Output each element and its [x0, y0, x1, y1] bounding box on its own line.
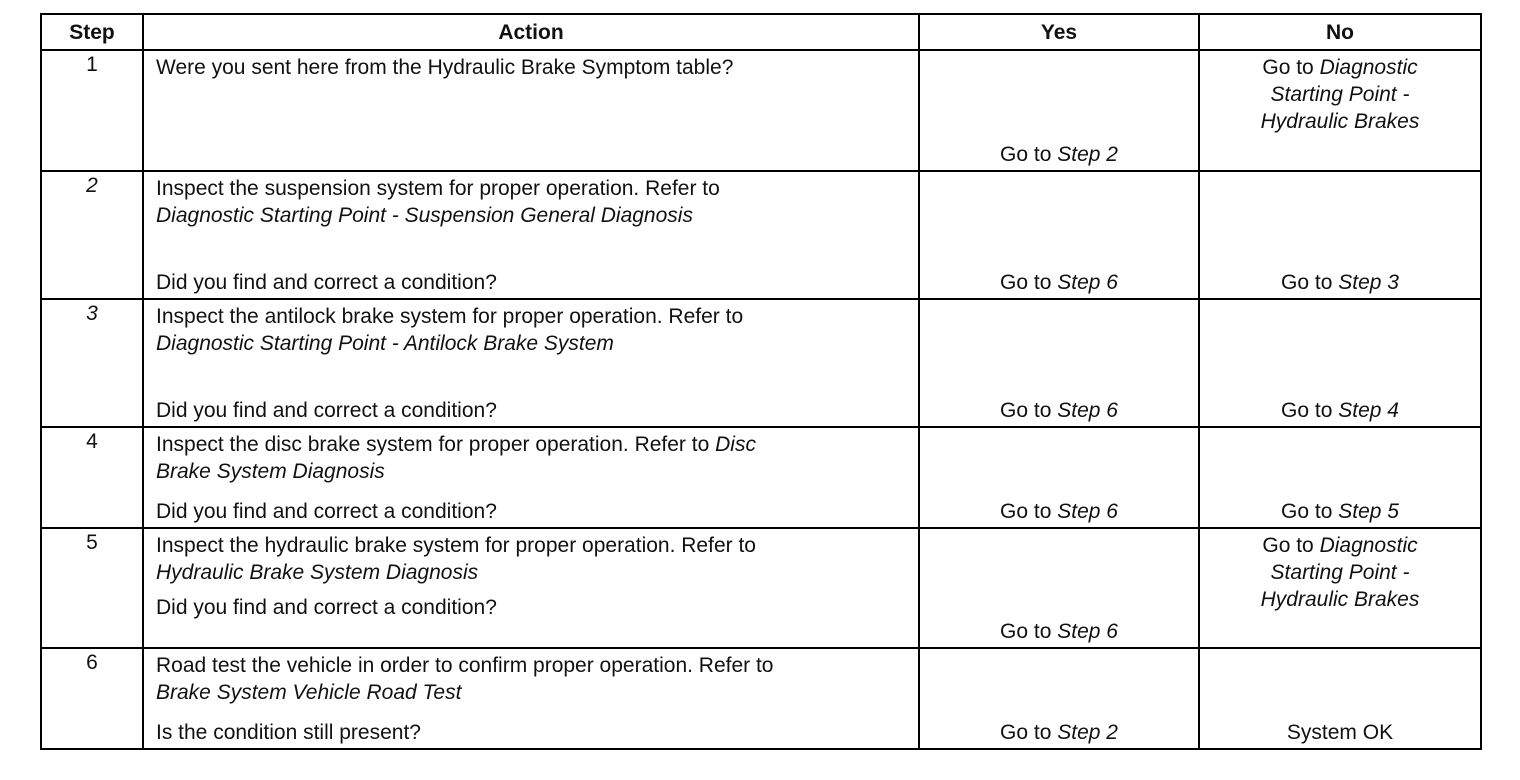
action-cell	[143, 528, 919, 648]
action-cell	[143, 648, 919, 749]
header-action: Action	[143, 14, 919, 50]
header-yes: Yes	[919, 14, 1199, 50]
step-number: 5	[41, 528, 143, 648]
header-row	[41, 14, 1481, 50]
yes-cell	[919, 648, 1199, 749]
action-ref: Diagnostic Starting Point - Suspension General Diagnosis	[156, 204, 693, 227]
yes-text: Go to Step 2	[1000, 721, 1118, 744]
table-row	[41, 171, 1481, 299]
action-cell	[143, 427, 919, 528]
yes-ref: Step 6	[1057, 620, 1118, 643]
action-text: Inspect the antilock brake system for proper operation. Refer to	[156, 305, 744, 328]
no-text: System OK	[1286, 721, 1394, 744]
step-number: 4	[41, 427, 143, 528]
yes-cell	[919, 427, 1199, 528]
no-cell	[1199, 528, 1481, 648]
step-number: 3	[41, 299, 143, 427]
action-text: Inspect the hydraulic brake system for proper operation. Refer to	[156, 534, 756, 557]
yes-ref: Step 6	[1057, 399, 1118, 422]
action-ref: Diagnostic Starting Point - Antilock Brake System	[156, 332, 614, 355]
no-text: Go to Step 4	[1281, 399, 1399, 422]
no-cell	[1199, 299, 1481, 427]
no-text: Go to Diagnostic Starting Point - Hydraulic Brakes	[1260, 56, 1420, 133]
action-cell	[143, 299, 919, 427]
step-number: 1	[41, 50, 143, 171]
action-cell	[143, 50, 919, 171]
yes-cell	[919, 528, 1199, 648]
yes-ref: Step 6	[1057, 271, 1118, 294]
action-text: Were you sent here from the Hydraulic Brake Symptom table?	[156, 56, 734, 79]
no-ref: Step 4	[1338, 399, 1399, 422]
step-number: 6	[41, 648, 143, 749]
header-no: No	[1199, 14, 1481, 50]
table-row	[41, 528, 1481, 648]
no-text: Go to Diagnostic Starting Point - Hydraulic Brakes	[1260, 534, 1420, 611]
table-row	[41, 50, 1481, 171]
yes-text: Go to Step 6	[1000, 399, 1118, 422]
yes-ref: Step 2	[1057, 143, 1118, 166]
no-text: Go to Step 5	[1281, 500, 1399, 523]
no-ref: Step 3	[1338, 271, 1399, 294]
action-text: Inspect the disc brake system for proper operation. Refer to Disc	[156, 433, 756, 456]
yes-cell	[919, 171, 1199, 299]
action-question: Is the condition still present?	[156, 721, 421, 744]
yes-cell	[919, 50, 1199, 171]
yes-ref: Step 6	[1057, 500, 1118, 523]
no-cell	[1199, 427, 1481, 528]
yes-cell	[919, 299, 1199, 427]
no-ref: Step 5	[1338, 500, 1399, 523]
no-cell	[1199, 648, 1481, 749]
table-row	[41, 648, 1481, 749]
diagnostic-table	[40, 13, 1482, 750]
yes-text: Go to Step 2	[1000, 143, 1118, 166]
yes-text: Go to Step 6	[1000, 271, 1118, 294]
action-ref: Hydraulic Brake System Diagnosis	[156, 561, 479, 584]
table-row	[41, 427, 1481, 528]
yes-text: Go to Step 6	[1000, 620, 1118, 643]
action-question: Did you find and correct a condition?	[156, 596, 497, 619]
action-text: Road test the vehicle in order to confirm proper operation. Refer to	[156, 654, 774, 677]
action-ref: Brake System Vehicle Road Test	[156, 681, 462, 704]
action-ref: Brake System Diagnosis	[156, 460, 385, 483]
action-text: Inspect the suspension system for proper operation. Refer to	[156, 177, 720, 200]
table-row	[41, 299, 1481, 427]
action-question: Did you find and correct a condition?	[156, 500, 497, 523]
no-cell	[1199, 50, 1481, 171]
action-cell	[143, 171, 919, 299]
step-number: 2	[41, 171, 143, 299]
header-step: Step	[41, 14, 143, 50]
yes-ref: Step 2	[1057, 721, 1118, 744]
yes-text: Go to Step 6	[1000, 500, 1118, 523]
no-cell	[1199, 171, 1481, 299]
action-question: Did you find and correct a condition?	[156, 271, 497, 294]
no-text: Go to Step 3	[1281, 271, 1399, 294]
action-question: Did you find and correct a condition?	[156, 399, 497, 422]
